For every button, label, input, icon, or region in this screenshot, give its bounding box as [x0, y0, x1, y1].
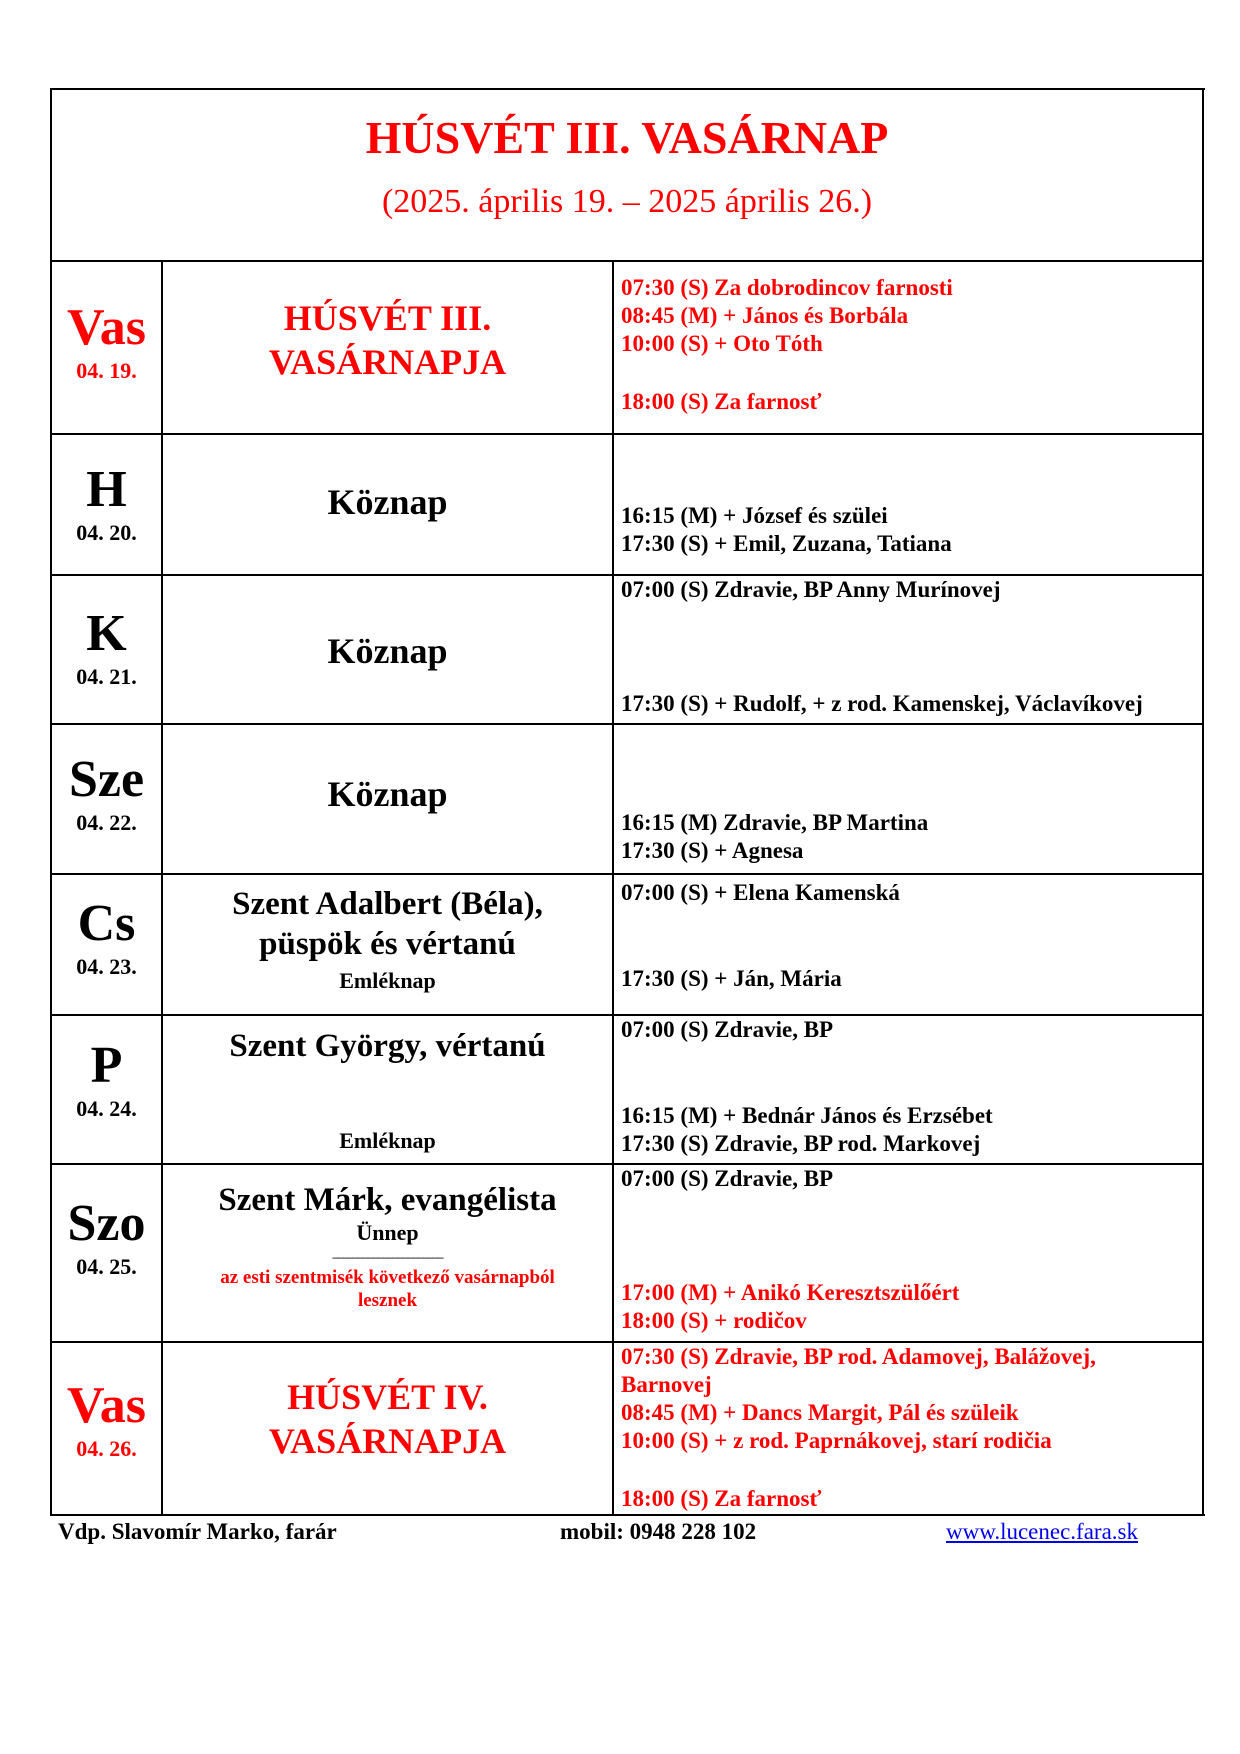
masses-cell — [613, 576, 1201, 724]
mass-entry: 07:00 (S) Zdravie, BP Anny Murínovej — [621, 577, 1001, 602]
day-abbr: K — [86, 605, 127, 662]
masses-cell — [613, 435, 1201, 575]
day-cell-tuesday — [51, 606, 162, 690]
mass-entry: 17:30 (S) + Emil, Zuzana, Tatiana — [621, 531, 952, 556]
day-date: 04. 26. — [76, 1436, 137, 1461]
masses-cell — [613, 875, 1201, 1015]
day-abbr: H — [86, 461, 127, 518]
feast-rank: Emléknap — [339, 968, 436, 993]
feast-name: Szent Márk, evangélista — [218, 1182, 557, 1218]
mass-entry: 18:00 (S) Za farnosť — [621, 1486, 822, 1511]
mass-entry: 18:00 (S) + rodičov — [621, 1308, 807, 1333]
day-date: 04. 22. — [76, 810, 137, 835]
masses-cell — [613, 262, 1201, 434]
mass-entry: 08:45 (M) + Dancs Margit, Pál és szüleik — [621, 1400, 1019, 1425]
day-date: 04. 23. — [76, 954, 137, 979]
day-abbr: Vas — [66, 1377, 146, 1434]
feast-cell — [162, 1180, 613, 1312]
day-cell-sunday — [51, 300, 162, 384]
feast-name: VASÁRNAPJA — [268, 1421, 507, 1461]
day-cell-wednesday — [51, 752, 162, 836]
feast-name: Köznap — [327, 631, 448, 671]
day-abbr: Szo — [67, 1195, 146, 1252]
day-abbr: Vas — [66, 299, 146, 356]
mass-entry: 08:45 (M) + János és Borbála — [621, 303, 909, 328]
feast-name: Szent Adalbert (Béla), — [232, 886, 543, 922]
mass-entry: Barnovej — [621, 1372, 712, 1397]
feast-name: Köznap — [327, 482, 448, 522]
day-cell-thursday — [51, 896, 162, 980]
feast-name: Köznap — [327, 774, 448, 814]
feast-name: püspök és vértanú — [259, 926, 516, 962]
website-container — [946, 1518, 1138, 1546]
mass-entry: 17:30 (S) + Agnesa — [621, 838, 804, 863]
day-date: 04. 25. — [76, 1254, 137, 1279]
feast-rank: Emléknap — [339, 1128, 436, 1153]
day-cell-sunday — [51, 1378, 162, 1462]
feast-name: HÚSVÉT IV. — [287, 1377, 488, 1417]
phone-number: mobil: 0948 228 102 — [560, 1519, 757, 1544]
feast-cell — [162, 629, 613, 673]
masses-cell — [613, 725, 1201, 874]
mass-entry: 17:30 (S) + Rudolf, + z rod. Kamenskej, Václavíkovej — [621, 691, 1143, 716]
mass-entry: 17:30 (S) + Ján, Mária — [621, 966, 842, 991]
mass-entry: 07:00 (S) Zdravie, BP — [621, 1166, 834, 1191]
page-title: HÚSVÉT III. VASÁRNAP — [365, 112, 889, 163]
mass-entry: 07:00 (S) + Elena Kamenská — [621, 880, 900, 905]
masses-cell — [613, 1165, 1201, 1342]
masses-cell — [613, 1343, 1201, 1515]
feast-cell — [162, 296, 613, 384]
feast-name: Szent György, vértanú — [229, 1028, 546, 1064]
table-border-top — [51, 88, 1205, 90]
feast-cell — [162, 884, 613, 994]
mass-entry: 10:00 (S) + Oto Tóth — [621, 331, 823, 356]
mass-entry: 16:15 (M) + József és szülei — [621, 503, 888, 528]
evening-mass-note: lesznek — [357, 1290, 418, 1311]
feast-cell — [162, 480, 613, 524]
date-range: (2025. április 19. – 2025 április 26.) — [381, 183, 873, 220]
masses-cell — [613, 1016, 1201, 1164]
mass-entry: 17:30 (S) Zdravie, BP rod. Markovej — [621, 1131, 981, 1156]
mass-entry: 07:30 (S) Za dobrodincov farnosti — [621, 275, 953, 300]
day-date: 04. 24. — [76, 1096, 137, 1121]
table-border-right — [1202, 88, 1204, 1516]
separator-line: ______________________ — [332, 1246, 443, 1260]
priest-name: Vdp. Slavomír Marko, farár — [58, 1519, 337, 1544]
feast-cell — [162, 1375, 613, 1463]
mass-entry: 17:00 (M) + Anikó Keresztszülőért — [621, 1280, 960, 1305]
feast-cell — [162, 1026, 613, 1154]
feast-cell — [162, 772, 613, 816]
mass-entry: 10:00 (S) + z rod. Paprnákovej, starí rodičia — [621, 1428, 1052, 1453]
day-cell-saturday — [51, 1196, 162, 1280]
feast-rank: Ünnep — [356, 1220, 419, 1245]
day-cell-monday — [51, 462, 162, 546]
feast-name: HÚSVÉT III. — [283, 298, 492, 338]
day-date: 04. 19. — [76, 358, 137, 383]
day-cell-friday — [51, 1038, 162, 1122]
day-abbr: Cs — [77, 895, 136, 952]
day-date: 04. 21. — [76, 664, 137, 689]
website-link[interactable]: www.lucenec.fara.sk — [946, 1519, 1138, 1544]
evening-mass-note: az esti szentmisék következő vasárnapból — [220, 1267, 555, 1288]
mass-entry: 16:15 (M) + Bednár János és Erzsébet — [621, 1103, 993, 1128]
mass-entry: 07:30 (S) Zdravie, BP rod. Adamovej, Balážovej, — [621, 1344, 1096, 1369]
mass-entry: 18:00 (S) Za farnosť — [621, 389, 822, 414]
mass-entry: 07:00 (S) Zdravie, BP — [621, 1017, 834, 1042]
day-abbr: Sze — [68, 751, 145, 808]
mass-entry: 16:15 (M) Zdravie, BP Martina — [621, 810, 929, 835]
day-abbr: P — [90, 1037, 123, 1094]
feast-name: VASÁRNAPJA — [268, 342, 507, 382]
day-date: 04. 20. — [76, 520, 137, 545]
